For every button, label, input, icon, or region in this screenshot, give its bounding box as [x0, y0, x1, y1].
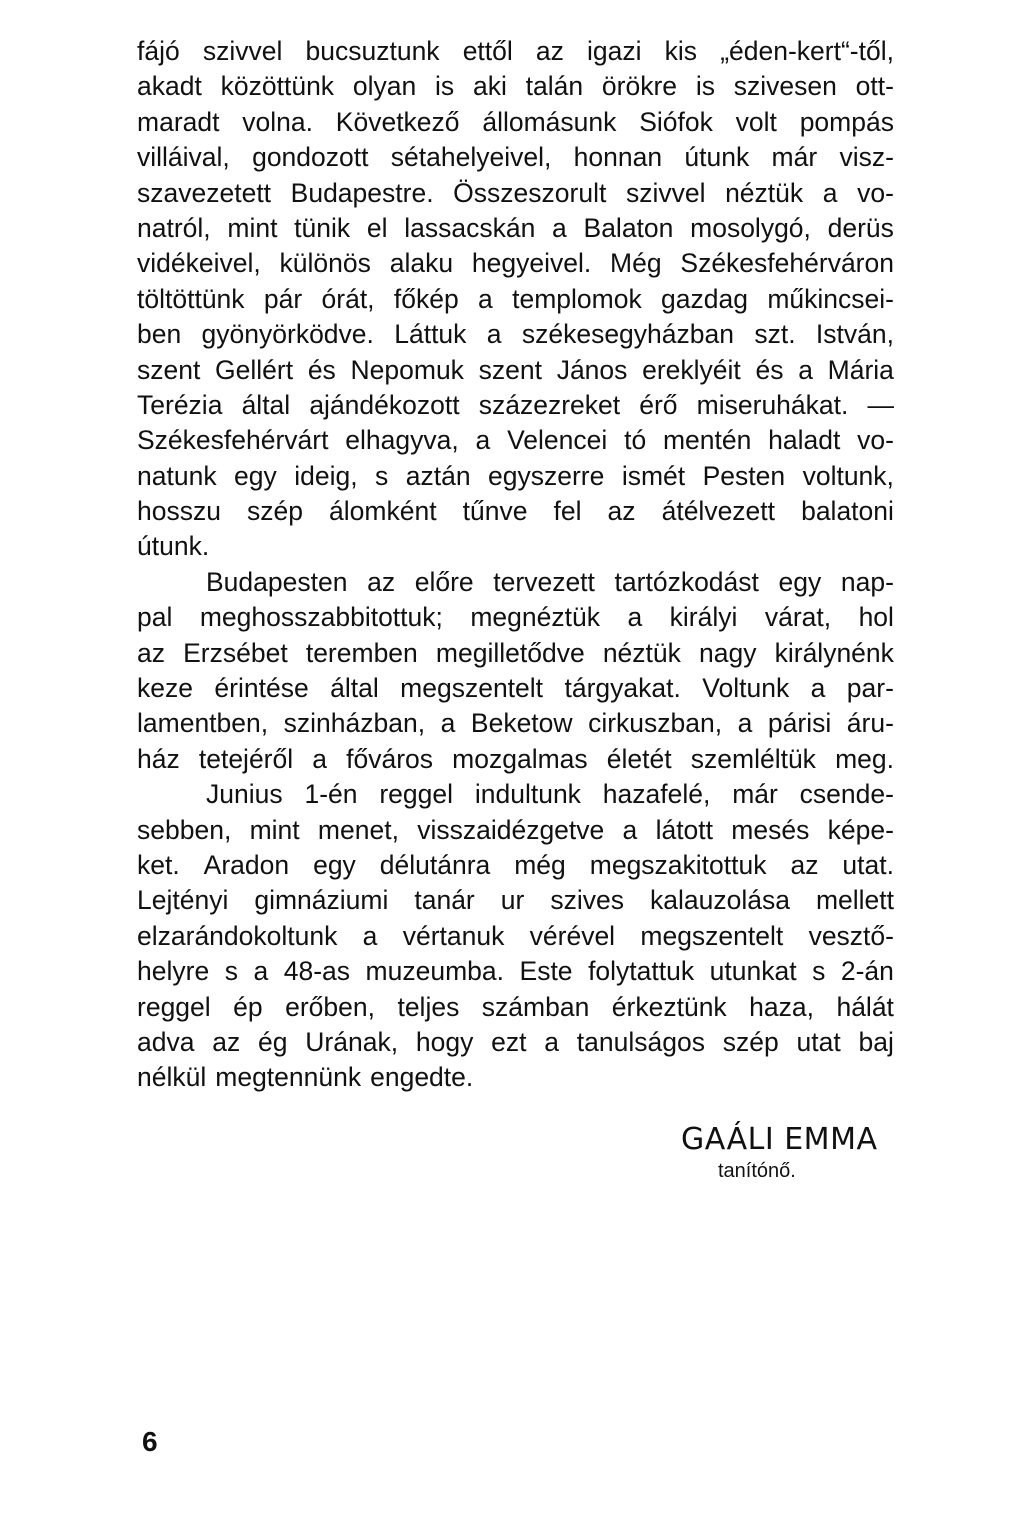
word: az [212, 1026, 241, 1057]
word: reggel [379, 779, 454, 810]
word: és [307, 354, 336, 385]
word: töltöttünk [137, 283, 245, 314]
word: a [798, 354, 813, 385]
word: már [771, 142, 818, 173]
word: ideig, [294, 460, 358, 491]
word: hazafelé, [602, 779, 711, 810]
word: gazdag [661, 283, 748, 314]
word: tetejéről [198, 743, 294, 774]
word: 48-as [283, 956, 351, 987]
word: útunk. [137, 531, 210, 562]
text-line [137, 565, 894, 600]
word: szivesen [733, 71, 837, 102]
word: Erzsébet [183, 637, 288, 668]
word: 2-án [840, 956, 894, 987]
word: elzarándokoltunk [137, 920, 338, 951]
word: Velencei [507, 425, 608, 456]
text-line [137, 282, 894, 317]
word: a [312, 743, 328, 774]
word: helyre [137, 956, 210, 987]
word: alaku [389, 248, 454, 279]
word: vérével [529, 920, 616, 951]
word: különös [279, 248, 371, 279]
word: a [737, 708, 753, 739]
word: az [535, 36, 564, 66]
word: tárgyakat. [564, 673, 681, 704]
word: talán [525, 71, 584, 102]
word: ezt [491, 1026, 527, 1057]
word: el [366, 212, 388, 243]
word: natról, [137, 212, 211, 243]
word: szivvel [202, 36, 283, 66]
word: a [475, 425, 491, 456]
word: baj [858, 1026, 894, 1057]
word: nap- [840, 566, 894, 597]
word: mentén [662, 425, 752, 456]
word: Junius [206, 779, 283, 810]
word: érintése [214, 673, 309, 704]
word: Összeszorult [453, 177, 607, 208]
word: bucsuztunk [305, 36, 440, 66]
word: Nepomuk [350, 354, 464, 385]
word: s [375, 460, 389, 491]
word: szt. [754, 319, 796, 350]
word: ép [233, 991, 263, 1022]
word: állomásunk [482, 106, 617, 137]
word: királynénk [774, 637, 894, 668]
text-line [137, 494, 894, 529]
text-line [137, 34, 894, 69]
word: pompás [799, 106, 894, 137]
text-line [137, 317, 894, 352]
word: előre [414, 566, 474, 597]
word: is [695, 71, 715, 102]
word: Siófok [639, 106, 713, 137]
word: hegyeivel. [471, 248, 592, 279]
word: utat [796, 1026, 841, 1057]
word: utunkat [709, 956, 797, 987]
word: János [556, 354, 628, 385]
word: Beketow [470, 708, 573, 739]
word: Este [519, 956, 573, 987]
word: mosolygó, [690, 212, 811, 243]
word: szent [137, 354, 201, 385]
word: tervezett [493, 566, 595, 597]
text-line [137, 69, 894, 104]
word: órát, [321, 283, 375, 314]
text-line [137, 777, 894, 812]
word: a [810, 673, 826, 704]
word: ház [137, 743, 180, 774]
word: által [330, 673, 379, 704]
word: erőben, [285, 991, 375, 1022]
word: ajándékozott [309, 389, 460, 420]
word: vo- [857, 425, 894, 456]
text-line [137, 671, 894, 706]
word: a [362, 920, 378, 951]
word: ben [137, 319, 182, 350]
word: megilletődve [435, 637, 585, 668]
word: az [137, 637, 165, 668]
word: érkeztünk [611, 991, 727, 1022]
word: Székesfehérváron [680, 248, 894, 279]
word: hol [858, 602, 894, 633]
word: megtennünk [215, 1062, 362, 1093]
text-line [137, 706, 894, 741]
word: Aradon [203, 849, 290, 880]
word: álomként [329, 496, 437, 527]
word: székesegyházban [521, 319, 734, 350]
word: vo- [857, 177, 894, 208]
word: lamentben, [137, 708, 269, 739]
word: megszakitottuk [589, 849, 767, 880]
word: százezreket [478, 389, 621, 420]
word: ur [500, 885, 525, 916]
word: gimnáziumi [254, 885, 389, 916]
word: sétahelyeivel, [390, 142, 552, 173]
word: hosszu [137, 496, 221, 527]
word: gondozott [252, 142, 369, 173]
word: egy [778, 566, 822, 597]
word: Terézia [137, 389, 223, 420]
word: s [224, 956, 238, 987]
word: honnan [573, 142, 663, 173]
text-line [137, 954, 894, 989]
word: a [440, 708, 456, 739]
word: Lejtényi [137, 885, 229, 916]
word: a [622, 814, 638, 845]
word: haza, [749, 991, 814, 1022]
text-line [137, 211, 894, 246]
word: igazi [587, 36, 642, 66]
word: Székesfehérvárt [137, 425, 329, 456]
word: volt [735, 106, 777, 137]
word: párisi [767, 708, 832, 739]
word: mozgalmas [452, 743, 588, 774]
word: érő [639, 389, 678, 420]
word: fájó [137, 36, 180, 66]
word: muzeumba. [365, 956, 504, 987]
word: már [732, 779, 778, 810]
word: a [486, 319, 502, 350]
word: voltunk, [802, 460, 894, 491]
word: a [253, 956, 269, 987]
word: Következő [335, 106, 460, 137]
word: mesés [731, 814, 810, 845]
word: natunk [137, 460, 217, 491]
text-line [137, 919, 894, 954]
word: szives [550, 885, 624, 916]
word: ereklyéit [642, 354, 741, 385]
word: egyszerre [488, 460, 605, 491]
word: életét [606, 743, 672, 774]
word: adva [137, 1026, 195, 1057]
text-line [137, 813, 894, 848]
word: ismét [621, 460, 686, 491]
word: ég [258, 1026, 288, 1057]
word: olyan [352, 71, 417, 102]
word: 1-én [304, 779, 358, 810]
word: haladt [768, 425, 841, 456]
author-name: GAÁLI EMMA [681, 1122, 878, 1157]
word: még [514, 849, 566, 880]
word: egy [234, 460, 277, 491]
word: tanulságos [576, 1026, 705, 1057]
word: indultunk [474, 779, 581, 810]
word: folytattuk [588, 956, 695, 987]
word: aztán [405, 460, 471, 491]
word: nagy [699, 637, 757, 668]
word: hálát [836, 991, 894, 1022]
word: megszentelt [640, 920, 784, 951]
text-line [137, 529, 894, 564]
word: a [478, 283, 493, 314]
word: királyi [669, 602, 738, 633]
page-number: 6 [142, 1426, 158, 1457]
word: pár [263, 283, 303, 314]
text-line [137, 990, 894, 1025]
word: útunk [684, 142, 750, 173]
word: vértanuk [402, 920, 505, 951]
text-line [137, 423, 894, 458]
text-line [137, 176, 894, 211]
word: sebben, [137, 814, 232, 845]
word: és [755, 354, 784, 385]
word: vidékeivel, [137, 248, 261, 279]
word: maradt [137, 106, 220, 137]
word: az [607, 496, 636, 527]
word: néztük [725, 177, 804, 208]
word: nélkül [137, 1062, 207, 1093]
word: szinházban, [283, 708, 426, 739]
word: műkincsei- [767, 283, 894, 314]
word: hogy [415, 1026, 474, 1057]
word: Gellért [215, 354, 294, 385]
word: reggel [137, 991, 211, 1022]
text-line [137, 353, 894, 388]
word: teljes [397, 991, 460, 1022]
word: ket. [137, 849, 180, 880]
word: szemléltük [690, 743, 816, 774]
text-line [137, 883, 894, 918]
word: aki [472, 71, 507, 102]
word: vesztő- [808, 920, 894, 951]
word: tartózkodást [614, 566, 759, 597]
text-line [137, 105, 894, 140]
word: villáival, [137, 142, 230, 173]
word: egy [313, 849, 356, 880]
word: tünik [294, 212, 351, 243]
word: utat. [842, 849, 894, 880]
word: a [544, 1026, 560, 1057]
word: képe- [827, 814, 894, 845]
word: szent [478, 354, 542, 385]
text-line [137, 600, 894, 635]
article-body [137, 34, 894, 1096]
author-role: tanítónő. [718, 1160, 796, 1182]
word: Még [610, 248, 662, 279]
text-line [137, 246, 894, 281]
word: szép [247, 496, 303, 527]
word: tanár [414, 885, 475, 916]
word: engedte. [370, 1062, 474, 1093]
word: fel [553, 496, 582, 527]
word: balatoni [801, 496, 894, 527]
word: akadt [137, 71, 202, 102]
word: volna. [242, 106, 313, 137]
word: kis [664, 36, 698, 66]
word: teremben [305, 637, 418, 668]
word: elhagyva, [345, 425, 459, 456]
word: délutánra [379, 849, 491, 880]
word: Voltunk [702, 673, 790, 704]
word: Balaton [583, 212, 674, 243]
word: cirkuszban, [588, 708, 723, 739]
word: par- [846, 673, 894, 704]
word: menet, [317, 814, 399, 845]
text-line [137, 636, 894, 671]
word: mint [249, 814, 300, 845]
word: a [552, 212, 567, 243]
word: visszaidézgetve [417, 814, 605, 845]
text-line [137, 742, 894, 777]
word: meghosszabbitottuk; [199, 602, 443, 633]
word: István, [815, 319, 894, 350]
word: ettől [462, 36, 513, 66]
word: Budapesten [206, 566, 348, 597]
word: tó [624, 425, 647, 456]
text-line [137, 140, 894, 175]
text-line [137, 848, 894, 883]
word: Pesten [702, 460, 786, 491]
word: szivvel [625, 177, 706, 208]
word: Láttuk [394, 319, 467, 350]
word: meg. [835, 743, 894, 774]
word: átélvezett [661, 496, 776, 527]
text-line [137, 1060, 894, 1095]
word: áru- [846, 708, 894, 739]
word: s [812, 956, 826, 987]
word: az [367, 566, 396, 597]
word: közöttünk [220, 71, 335, 102]
word: lassacskán [404, 212, 536, 243]
word: számban [481, 991, 590, 1022]
word: látott [655, 814, 714, 845]
word: néztük [602, 637, 681, 668]
word: megnéztük [470, 602, 600, 633]
word: várat, [764, 602, 832, 633]
word: főváros [346, 743, 434, 774]
word: mellett [815, 885, 894, 916]
word: templomok [512, 283, 642, 314]
word: visz- [839, 142, 894, 173]
word: által [241, 389, 291, 420]
word: pal [137, 602, 173, 633]
word: miseruhákat. [696, 389, 849, 420]
word: ott- [855, 71, 894, 102]
text-line [137, 388, 894, 423]
word: is [435, 71, 455, 102]
word: főkép [393, 283, 459, 314]
word: — [867, 389, 894, 420]
word: Urának, [305, 1026, 399, 1057]
word: szép [722, 1026, 779, 1057]
text-line [137, 1025, 894, 1060]
word: a [822, 177, 838, 208]
word: örökre [601, 71, 678, 102]
word: kalauzolása [649, 885, 790, 916]
word: megszentelt [400, 673, 544, 704]
word: a [627, 602, 643, 633]
word: derüs [827, 212, 894, 243]
word: mint [227, 212, 278, 243]
word: csende- [799, 779, 894, 810]
word: szavezetett [137, 177, 272, 208]
word: tűnve [462, 496, 528, 527]
word: keze [137, 673, 193, 704]
text-line [137, 459, 894, 494]
word: Budapestre. [290, 177, 434, 208]
word: gyönyörködve. [201, 319, 374, 350]
word: az [790, 849, 819, 880]
word: „éden-kert“-től, [720, 36, 894, 66]
word: Mária [827, 354, 894, 385]
